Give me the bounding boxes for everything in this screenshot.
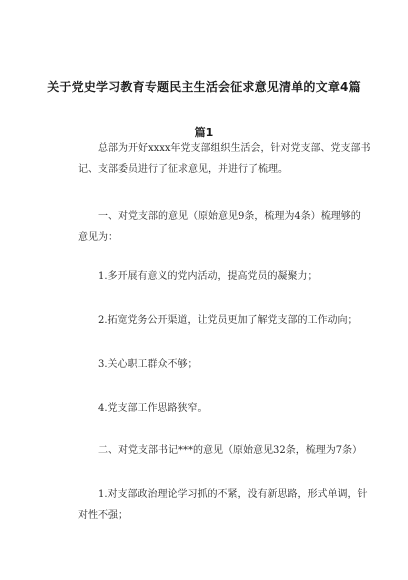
list-item: [78, 266, 340, 287]
paragraph-line: 1.对支部政治理论学习抓的不紧，没有新思路，形式单调，针: [78, 489, 368, 500]
paragraph-line: 对性不强；: [78, 510, 128, 521]
list-item: [78, 354, 340, 375]
list-item: [78, 310, 358, 331]
section-heading: 篇1: [194, 126, 214, 139]
document-title: 关于党史学习教育专题民主生活会征求意见清单的文章4篇: [47, 80, 361, 94]
list-item: [78, 484, 368, 526]
paragraph-line: 一、对党支部的意见（原始意见9条，梳理为4条）梳理够的: [78, 211, 361, 222]
paragraph-line: 4.党支部工作思路狭窄。: [78, 403, 208, 414]
paragraph-line: 1.多开展有意义的党内活动，提高党员的凝聚力；: [78, 271, 318, 282]
paragraph-line: 二、对党支部书记***的意见（原始意见32条，梳理为7条）: [78, 445, 363, 456]
paragraph-line: 2.拓宽党务公开渠道，让党员更加了解党支部的工作动向；: [78, 315, 358, 326]
paragraph-line: 3.关心职工群众不够；: [78, 359, 198, 370]
paragraph-line: 总部为开好xxxx年党支部组织生活会，针对党支部、党支部书: [78, 143, 371, 154]
paragraph-section-one: [78, 206, 361, 248]
paragraph-intro: [78, 138, 371, 180]
paragraph-section-two: [78, 440, 363, 461]
paragraph-line: 记、支部委员进行了征求意见，并进行了梳理。: [78, 164, 288, 175]
list-item: [78, 398, 340, 419]
paragraph-line: 意见为：: [78, 232, 118, 243]
